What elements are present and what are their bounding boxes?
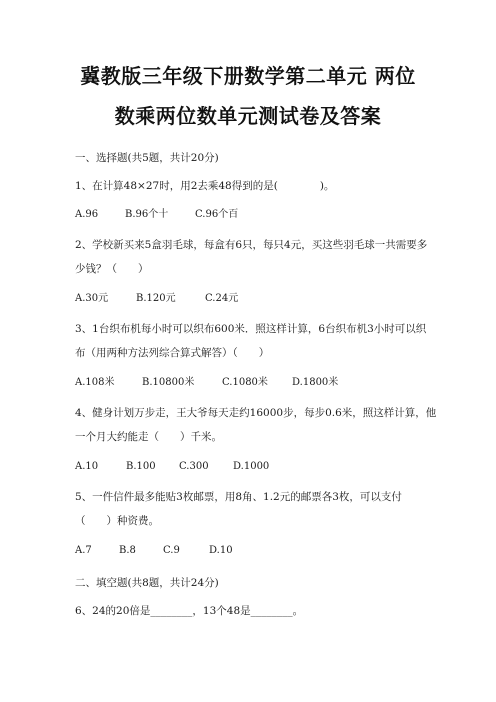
section-heading-choice: 一、选择题(共5题，共计20分) [75,152,219,164]
question-4-option-c: C.300 [179,461,209,472]
page-title-line-1: 冀教版三年级下册数学第二单元 两位 [80,64,416,88]
question-2-option-a: A.30元 [75,293,109,304]
question-2-option-b: B.120元 [136,293,176,304]
question-4-option-a: A.10 [75,461,99,472]
question-5-option-d: D.10 [209,545,233,556]
question-3-text-line-2: 布（用两种方法列综合算式解答）（ ） [75,347,270,359]
section-heading-fill-blank: 二、填空题(共8题，共计24分) [75,577,219,589]
question-1-option-a: A.96 [75,209,99,220]
question-4-option-d: D.1000 [233,461,270,472]
question-4-option-b: B.100 [126,461,156,472]
question-4-text-line-2: 一个月大约能走（ ）千米。 [75,431,222,443]
question-5-option-c: C.9 [163,545,180,556]
question-1-option-b: B.96个十 [125,209,169,220]
question-2-option-c: C.24元 [205,293,239,304]
question-2-text-line-1: 2、学校新买来5盒羽毛球，每盒有6只，每只4元，买这些羽毛球一共需要多 [75,239,428,251]
question-3-option-d: D.1800米 [292,377,339,388]
question-5-text-line-1: 5、一件信件最多能贴3枚邮票，用8角、1.2元的邮票各3枚，可以支付 [75,491,402,503]
question-2-text-line-2: 少钱？（ ） [75,263,149,275]
question-5-option-a: A.7 [75,545,92,556]
question-6-text: 6、24的20倍是________，13个48是________。 [75,605,304,617]
question-5-text-line-2: （ ）种资费。 [75,515,159,527]
question-3-text-line-1: 3、1台织布机每小时可以织布600米．照这样计算，6台织布机3小时可以织 [75,323,427,335]
question-3-option-c: C.1080米 [222,377,268,388]
question-1-option-c: C.96个百 [195,209,239,220]
question-1-text: 1、在计算48×27时，用2去乘48得到的是( )。 [75,180,335,192]
question-3-option-b: B.10800米 [142,377,195,388]
question-3-option-a: A.108米 [75,377,115,388]
question-4-text-line-1: 4、健身计划万步走，王大爷每天走约16000步，每步0.6米，照这样计算，他 [75,407,437,419]
question-5-option-b: B.8 [119,545,136,556]
page-title-line-2: 数乘两位数单元测试卷及答案 [114,104,382,128]
